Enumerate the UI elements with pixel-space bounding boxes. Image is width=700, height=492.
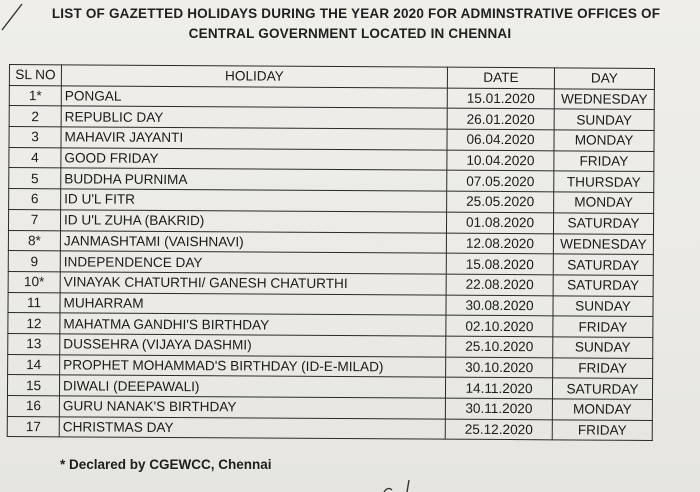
row-sl-no: 1* [9, 85, 61, 106]
footnote: * Declared by CGEWCC, Chennai [60, 457, 272, 472]
row-date: 22.08.2020 [446, 274, 553, 295]
row-day: MONDAY [554, 130, 654, 151]
row-sl-no: 3 [9, 127, 61, 148]
header-holiday: HOLIDAY [61, 65, 447, 88]
row-day: FRIDAY [553, 357, 653, 378]
row-holiday-name: PROPHET MOHAMMAD'S BIRTHDAY (ID-E-MILAD) [60, 354, 446, 377]
row-holiday-name: INDEPENDENCE DAY [60, 251, 446, 274]
row-holiday-name: GOOD FRIDAY [61, 148, 447, 171]
pen-stroke-mark-bottom [380, 476, 420, 492]
row-sl-no: 7 [8, 209, 60, 230]
row-sl-no: 16 [7, 395, 59, 416]
row-date: 30.08.2020 [446, 295, 553, 316]
row-date: 12.08.2020 [446, 233, 553, 254]
row-day: SUNDAY [553, 295, 653, 316]
row-day: SATURDAY [553, 213, 653, 234]
row-date: 14.11.2020 [445, 377, 552, 398]
row-date: 25.10.2020 [446, 336, 553, 357]
row-sl-no: 17 [7, 416, 59, 437]
row-date: 02.10.2020 [446, 315, 553, 336]
row-holiday-name: DUSSEHRA (VIJAYA DASHMI) [60, 334, 446, 357]
row-sl-no: 15 [7, 375, 59, 396]
row-date: 30.11.2020 [445, 398, 552, 419]
row-sl-no: 2 [9, 106, 61, 127]
row-day: FRIDAY [554, 151, 654, 172]
row-holiday-name: ID U'L FITR [61, 189, 447, 212]
row-holiday-name: VINAYAK CHATURTHI/ GANESH CHATURTHI [60, 272, 446, 295]
row-sl-no: 13 [8, 333, 60, 354]
table-row [7, 416, 652, 441]
row-day: SATURDAY [553, 254, 653, 275]
row-date: 15.01.2020 [447, 88, 554, 109]
row-sl-no: 4 [9, 147, 61, 168]
row-holiday-name: DIWALI (DEEPAWALI) [59, 375, 445, 398]
header-sl-no: SL NO [9, 65, 61, 86]
row-sl-no: 10* [8, 271, 60, 292]
row-day: SUNDAY [553, 337, 653, 358]
row-sl-no: 8* [8, 230, 60, 251]
row-holiday-name: MUHARRAM [60, 292, 446, 315]
row-date: 26.01.2020 [447, 109, 554, 130]
row-date: 15.08.2020 [446, 253, 553, 274]
row-holiday-name: CHRISTMAS DAY [59, 417, 445, 440]
row-date: 01.08.2020 [446, 212, 553, 233]
row-sl-no: 9 [8, 251, 60, 272]
row-date: 25.12.2020 [445, 419, 552, 440]
row-holiday-name: BUDDHA PURNIMA [61, 168, 447, 191]
row-day: FRIDAY [553, 316, 653, 337]
row-sl-no: 14 [8, 354, 60, 375]
row-day: MONDAY [552, 399, 652, 420]
row-day: THURSDAY [554, 171, 654, 192]
header-date: DATE [447, 67, 554, 88]
header-day: DAY [554, 68, 654, 89]
row-holiday-name: ID U'L ZUHA (BAKRID) [60, 210, 446, 233]
row-holiday-name: MAHAVIR JAYANTI [61, 127, 447, 150]
row-holiday-name: JANMASHTAMI (VAISHNAVI) [60, 230, 446, 253]
row-sl-no: 5 [9, 168, 61, 189]
row-day: WEDNESDAY [554, 89, 654, 110]
row-date: 30.10.2020 [446, 357, 553, 378]
row-date: 07.05.2020 [447, 171, 554, 192]
row-day: SUNDAY [554, 109, 654, 130]
row-date: 06.04.2020 [447, 129, 554, 150]
row-day: MONDAY [554, 192, 654, 213]
row-day: SATURDAY [552, 378, 652, 399]
row-holiday-name: REPUBLIC DAY [61, 106, 447, 129]
row-date: 25.05.2020 [447, 191, 554, 212]
row-holiday-name: PONGAL [61, 86, 447, 109]
document-title-line2: CENTRAL GOVERNMENT LOCATED IN CHENNAI [188, 26, 512, 41]
row-sl-no: 11 [8, 292, 60, 313]
row-date: 10.04.2020 [447, 150, 554, 171]
row-day: WEDNESDAY [553, 233, 653, 254]
row-holiday-name: MAHATMA GANDHI'S BIRTHDAY [60, 313, 446, 336]
holiday-table [7, 64, 655, 441]
row-day: FRIDAY [552, 420, 652, 441]
row-sl-no: 6 [9, 189, 61, 210]
document-title-line1: LIST OF GAZETTED HOLIDAYS DURING THE YEAR 2020 FOR ADMINSTRATIVE OFFICES OF [51, 6, 661, 21]
row-sl-no: 12 [8, 313, 60, 334]
row-day: SATURDAY [553, 275, 653, 296]
row-holiday-name: GURU NANAK'S BIRTHDAY [59, 396, 445, 419]
